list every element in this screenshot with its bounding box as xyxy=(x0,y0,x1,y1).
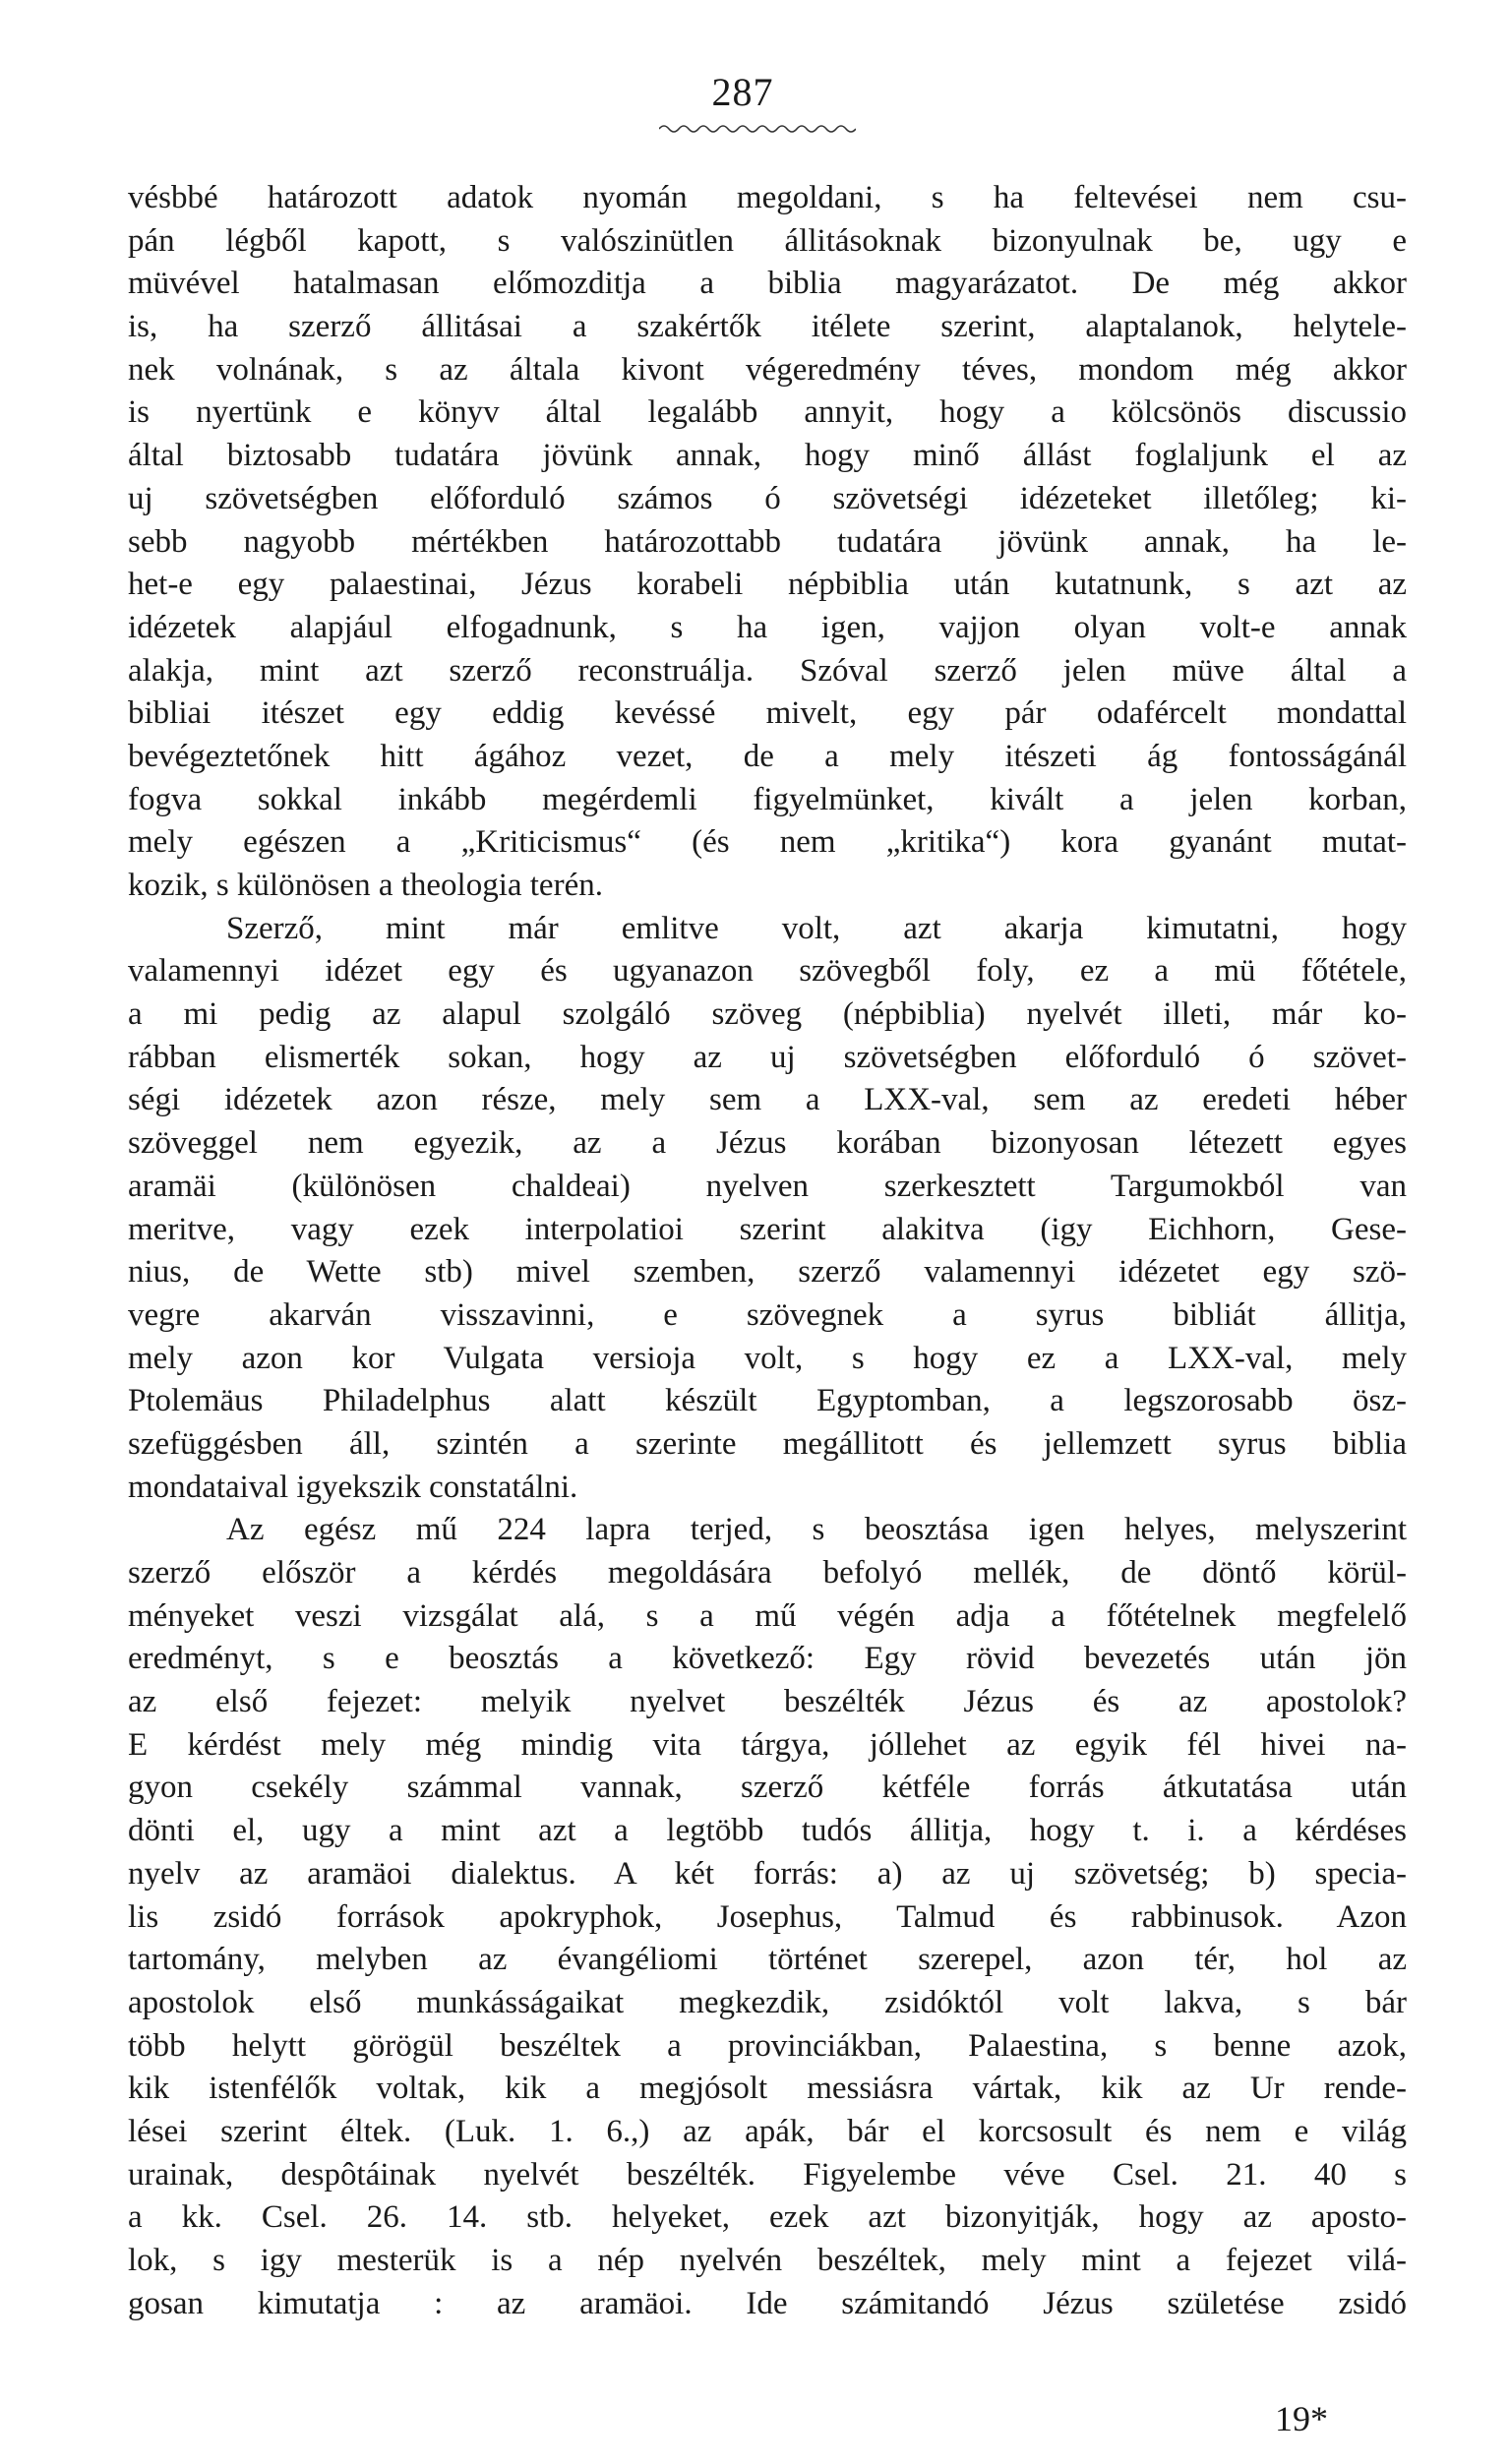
text-line: Szerző, mint már emlitve volt, azt akarja kimutatni, hogy xyxy=(226,910,1407,946)
wavy-rule-ornament xyxy=(659,122,856,136)
text-line: vegre akarván visszavinni, e szövegnek a syrus bibliát állitja, xyxy=(128,1296,1407,1333)
text-line: nyelv az aramäoi dialektus. A két forrás: a) az uj szövetség; b) specia- xyxy=(128,1855,1407,1892)
page-number: 287 xyxy=(711,70,774,114)
text-line: is nyertünk e könyv által legalább annyit, hogy a kölcsönös discussio xyxy=(128,394,1407,431)
text-line: szerző először a kérdés megoldására befolyó mellék, de döntő körül- xyxy=(128,1555,1407,1591)
text-line: pán légből kapott, s valószinütlen állitásoknak bizonyulnak be, ugy e xyxy=(128,222,1407,259)
text-line: het-e egy palaestinai, Jézus korabeli népbiblia után kutatnunk, s azt az xyxy=(128,567,1407,603)
text-line: ségi idézetek azon része, mely sem a LXX-val, sem az eredeti héber xyxy=(128,1082,1407,1118)
text-line: mondataival igyekszik constatálni. xyxy=(128,1469,578,1505)
text-line: rábban elismerték sokan, hogy az uj szövetségben előforduló ó szövet- xyxy=(128,1039,1407,1075)
text-line: a kk. Csel. 26. 14. stb. helyeket, ezek azt bizonyitják, hogy az aposto- xyxy=(128,2199,1407,2236)
text-line: lok, s igy mesterük is a nép nyelvén beszéltek, mely mint a fejezet vilá- xyxy=(128,2243,1407,2278)
text-line: aramäi (különösen chaldeai) nyelven szerkesztett Targumokból van xyxy=(128,1168,1407,1204)
text-line: lis zsidó források apokryphok, Josephus, Talmud és rabbinusok. Azon xyxy=(128,1898,1407,1935)
text-line: több helytt görögül beszéltek a provinciákban, Palaestina, s benne azok, xyxy=(128,2027,1407,2064)
text-line: urainak, despôtáinak nyelvét beszélték. Figyelembe véve Csel. 21. 40 s xyxy=(128,2156,1407,2193)
text-line: sebb nagyobb mértékben határozottabb tudatára jövünk annak, ha le- xyxy=(128,523,1407,560)
text-line: által biztosabb tudatára jövünk annak, hogy minő állást foglaljunk el az xyxy=(128,438,1407,474)
text-line: müvével hatalmasan előmozditja a biblia magyarázatot. De még akkor xyxy=(128,266,1407,302)
text-line: is, ha szerző állitásai a szakértők itélete szerint, alaptalanok, helytele- xyxy=(128,309,1407,345)
text-line: vésbbé határozott adatok nyomán megoldani, s ha feltevései nem csu- xyxy=(128,180,1407,215)
text-line: szöveggel nem egyezik, az a Jézus korában bizonyosan létezett egyes xyxy=(128,1125,1407,1162)
text-line: bevégeztetőnek hitt ágához vezet, de a mely itészeti ág fontosságánál xyxy=(128,738,1407,774)
text-line: az első fejezet: melyik nyelvet beszélték Jézus és az apostolok? xyxy=(128,1684,1407,1720)
text-line: mely azon kor Vulgata versioja volt, s hogy ez a LXX-val, mely xyxy=(128,1340,1407,1376)
text-line: E kérdést mely még mindig vita tárgya, jóllehet az egyik fél hivei na- xyxy=(128,1726,1407,1763)
text-line: szefüggésben áll, szintén a szerinte megállitott és jellemzett syrus biblia xyxy=(128,1425,1407,1462)
text-line: eredményt, s e beosztás a következő: Egy rövid bevezetés után jön xyxy=(128,1641,1407,1677)
text-line: ményeket veszi vizsgálat alá, s a mű végén adja a főtételnek megfelelő xyxy=(128,1597,1407,1634)
text-line: idézetek alapjául elfogadnunk, s ha igen, vajjon olyan volt-e annak xyxy=(128,609,1407,645)
text-line: tartomány, melyben az évangéliomi történet szerepel, azon tér, hol az xyxy=(128,1942,1407,1978)
text-line: valamennyi idézet egy és ugyanazon szövegből foly, ez a mü főtétele, xyxy=(128,953,1407,990)
text-line: mely egészen a „Kriticismus“ (és nem „kritika“) kora gyanánt mutat- xyxy=(128,824,1407,861)
text-line: uj szövetségben előforduló számos ó szövetségi idézeteket illetőleg; ki- xyxy=(128,480,1407,516)
text-line: alakja, mint azt szerző reconstruálja. Szóval szerző jelen müve által a xyxy=(128,652,1407,689)
text-line: lései szerint éltek. (Luk. 1. 6.,) az apák, bár el korcsosult és nem e világ xyxy=(128,2113,1407,2149)
text-line: apostolok első munkásságaikat megkezdik, zsidóktól volt lakva, s bár xyxy=(128,1984,1407,2020)
text-line: bibliai itészet egy eddig kevéssé mivelt, egy pár odafércelt mondattal xyxy=(128,695,1407,732)
body-text xyxy=(128,177,1407,2325)
text-line: kozik, s különösen a theologia terén. xyxy=(128,868,603,903)
text-line: fogva sokkal inkább megérdemli figyelmünket, kivált a jelen korban, xyxy=(128,781,1407,817)
text-line: Ptolemäus Philadelphus alatt készült Egyptomban, a legszorosabb ösz- xyxy=(128,1383,1407,1419)
text-line: nius, de Wette stb) mivel szemben, szerző valamennyi idézetet egy szö- xyxy=(128,1254,1407,1291)
text-line: meritve, vagy ezek interpolatioi szerint alakitva (igy Eichhorn, Gese- xyxy=(128,1211,1407,1247)
text-line: Az egész mű 224 lapra terjed, s beosztása igen helyes, melyszerint xyxy=(226,1512,1407,1548)
text-line: dönti el, ugy a mint azt a legtöbb tudós állitja, hogy t. i. a kérdéses xyxy=(128,1813,1407,1849)
text-line: kik istenfélők voltak, kik a megjósolt messiásra vártak, kik az Ur rende- xyxy=(128,2071,1407,2107)
text-line: gyon csekély számmal vannak, szerző kétféle forrás átkutatása után xyxy=(128,1770,1407,1806)
signature-mark: 19* xyxy=(1275,2399,1328,2438)
text-line: a mi pedig az alapul szolgáló szöveg (népbiblia) nyelvét illeti, már ko- xyxy=(128,996,1407,1033)
text-line: gosan kimutatja : az aramäoi. Ide számitandó Jézus születése zsidó xyxy=(128,2285,1407,2321)
text-line: nek volnának, s az általa kivont végeredmény téves, mondom még akkor xyxy=(128,351,1407,388)
